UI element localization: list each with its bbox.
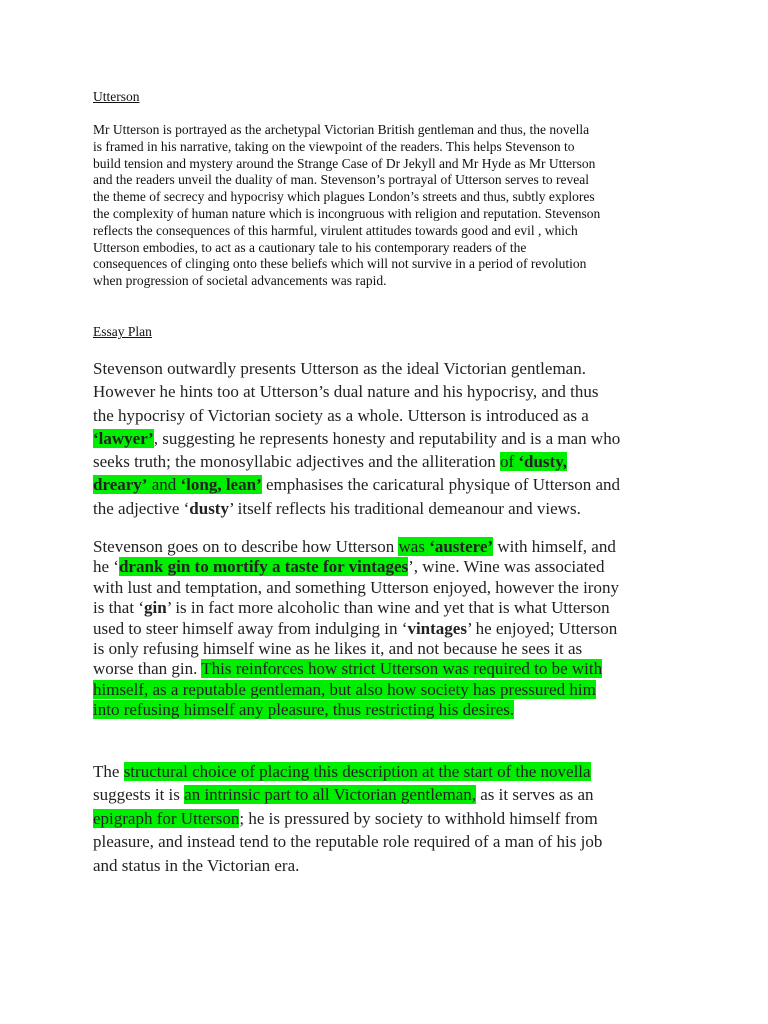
text-run: as it serves as an	[476, 785, 594, 805]
para-line	[93, 427, 683, 450]
para-line: Stevenson outwardly presents Utterson as the ideal Victorian gentleman.	[93, 359, 586, 378]
intro-line: Utterson embodies, to act as a cautionary tale to his contemporary readers of the	[93, 239, 527, 255]
text-run: emphasises the caricatural physique of Utterson and	[261, 475, 621, 495]
intro-line: the complexity of human nature which is incongruous with religion and reputation. Stevenson	[93, 205, 601, 221]
text-run: is that ‘	[93, 598, 144, 618]
bold-quote: vintages	[407, 618, 467, 638]
text-run: he ‘	[93, 557, 119, 577]
para-line	[93, 700, 683, 720]
text-run: seeks truth; the monosyllabic adjectives and the alliteration	[93, 452, 500, 472]
para-line: pleasure, and instead tend to the reputable role required of a man of his job	[93, 832, 603, 852]
heading-utterson: Utterson	[93, 89, 140, 104]
text-run: used to steer himself away from indulging in ‘	[93, 618, 408, 638]
highlight-quote: ‘lawyer’	[93, 428, 154, 448]
highlight-text: was	[398, 537, 430, 556]
highlight-quote: dreary’	[93, 475, 148, 495]
highlight-text: into refusing himself any pleasure, thus restricting his desires.	[93, 700, 515, 720]
para-line	[93, 619, 683, 639]
para-line	[93, 450, 683, 473]
highlight-quote: ‘long, lean’	[180, 475, 262, 495]
highlight-text: structural choice of placing this description at the start of the novella	[123, 762, 591, 781]
intro-line: and the readers unveil the duality of man. Stevenson’s portrayal of Utterson serves to reveal	[93, 172, 589, 188]
intro-line: Mr Utterson is portrayed as the archetypal Victorian British gentleman and thus, the novella	[93, 122, 590, 137]
essay-paragraph-1	[93, 357, 683, 520]
para-line	[93, 783, 683, 806]
essay-paragraph-2	[93, 537, 683, 721]
highlight-text: epigraph for Utterson	[93, 808, 240, 828]
intro-line: reflects the consequences of this harmful, virulent attitudes towards good and evil , which	[93, 222, 578, 238]
text-run: ’, wine. Wine was associated	[408, 557, 605, 577]
highlight-text: and	[147, 475, 181, 495]
para-line: the hypocrisy of Victorian society as a whole. Utterson is introduced as a	[93, 405, 589, 425]
text-run: The	[93, 762, 124, 781]
text-run: ; he is pressured by society to withhold himself from	[239, 808, 598, 828]
para-line	[93, 680, 683, 700]
highlight-text: an intrinsic part to all Victorian gentleman,	[184, 785, 476, 805]
text-run: ’ he enjoyed; Utterson	[466, 618, 618, 638]
para-line: is only refusing himself wine as he likes it, and not because he sees it as	[93, 639, 583, 659]
para-line	[93, 760, 683, 783]
text-run: with himself, and	[493, 537, 616, 556]
bold-quote: dusty	[189, 498, 229, 518]
text-run: ’ itself reflects his traditional demeanour and views.	[228, 498, 581, 518]
text-run: , suggesting he represents honesty and reputability and is a man who	[153, 428, 621, 448]
highlight-quote: ‘austere’	[429, 537, 494, 556]
para-line	[93, 807, 683, 830]
intro-line: is framed in his narrative, taking on the viewpoint of the readers. This helps Stevenson to	[93, 138, 575, 154]
highlight-quote: ‘dusty,	[518, 452, 568, 472]
para-line	[93, 537, 683, 557]
para-line	[93, 598, 683, 618]
para-line: and status in the Victorian era.	[93, 855, 300, 875]
bold-quote: gin	[144, 598, 167, 618]
text-run: Stevenson goes on to describe how Utterson	[93, 537, 399, 556]
highlight-quote: drank gin to mortify a taste for vintages	[118, 557, 409, 577]
text-run: the adjective ‘	[93, 498, 190, 518]
heading-essay-plan: Essay Plan	[93, 324, 152, 339]
intro-line: when progression of societal advancements was rapid.	[93, 273, 387, 289]
para-line	[93, 659, 683, 679]
highlight-text: This reinforces how strict Utterson was required to be with	[201, 659, 603, 679]
intro-line: consequences of clinging onto these beliefs which will not survive in a period of revolution	[93, 256, 587, 272]
highlight-text: of	[499, 452, 519, 472]
para-line: However he hints too at Utterson’s dual nature and his hypocrisy, and thus	[93, 382, 599, 402]
text-run: ’ is in fact more alcoholic than wine and yet that is what Utterson	[166, 598, 610, 618]
para-line	[93, 473, 683, 496]
intro-paragraph	[93, 122, 683, 290]
text-run: suggests it is	[93, 785, 185, 805]
intro-line: the theme of secrecy and hypocrisy which plagues London’s streets and thus, subtly explores	[93, 189, 595, 205]
para-line	[93, 497, 683, 520]
para-line	[93, 557, 683, 577]
intro-line: build tension and mystery around the Strange Case of Dr Jekyll and Mr Hyde as Mr Utterson	[93, 155, 596, 171]
para-line: with lust and temptation, and something Utterson enjoyed, however the irony	[93, 577, 619, 597]
text-run: worse than gin.	[93, 659, 202, 679]
essay-paragraph-3	[93, 760, 683, 877]
highlight-text: himself, as a reputable gentleman, but also how society has pressured him	[93, 679, 596, 699]
